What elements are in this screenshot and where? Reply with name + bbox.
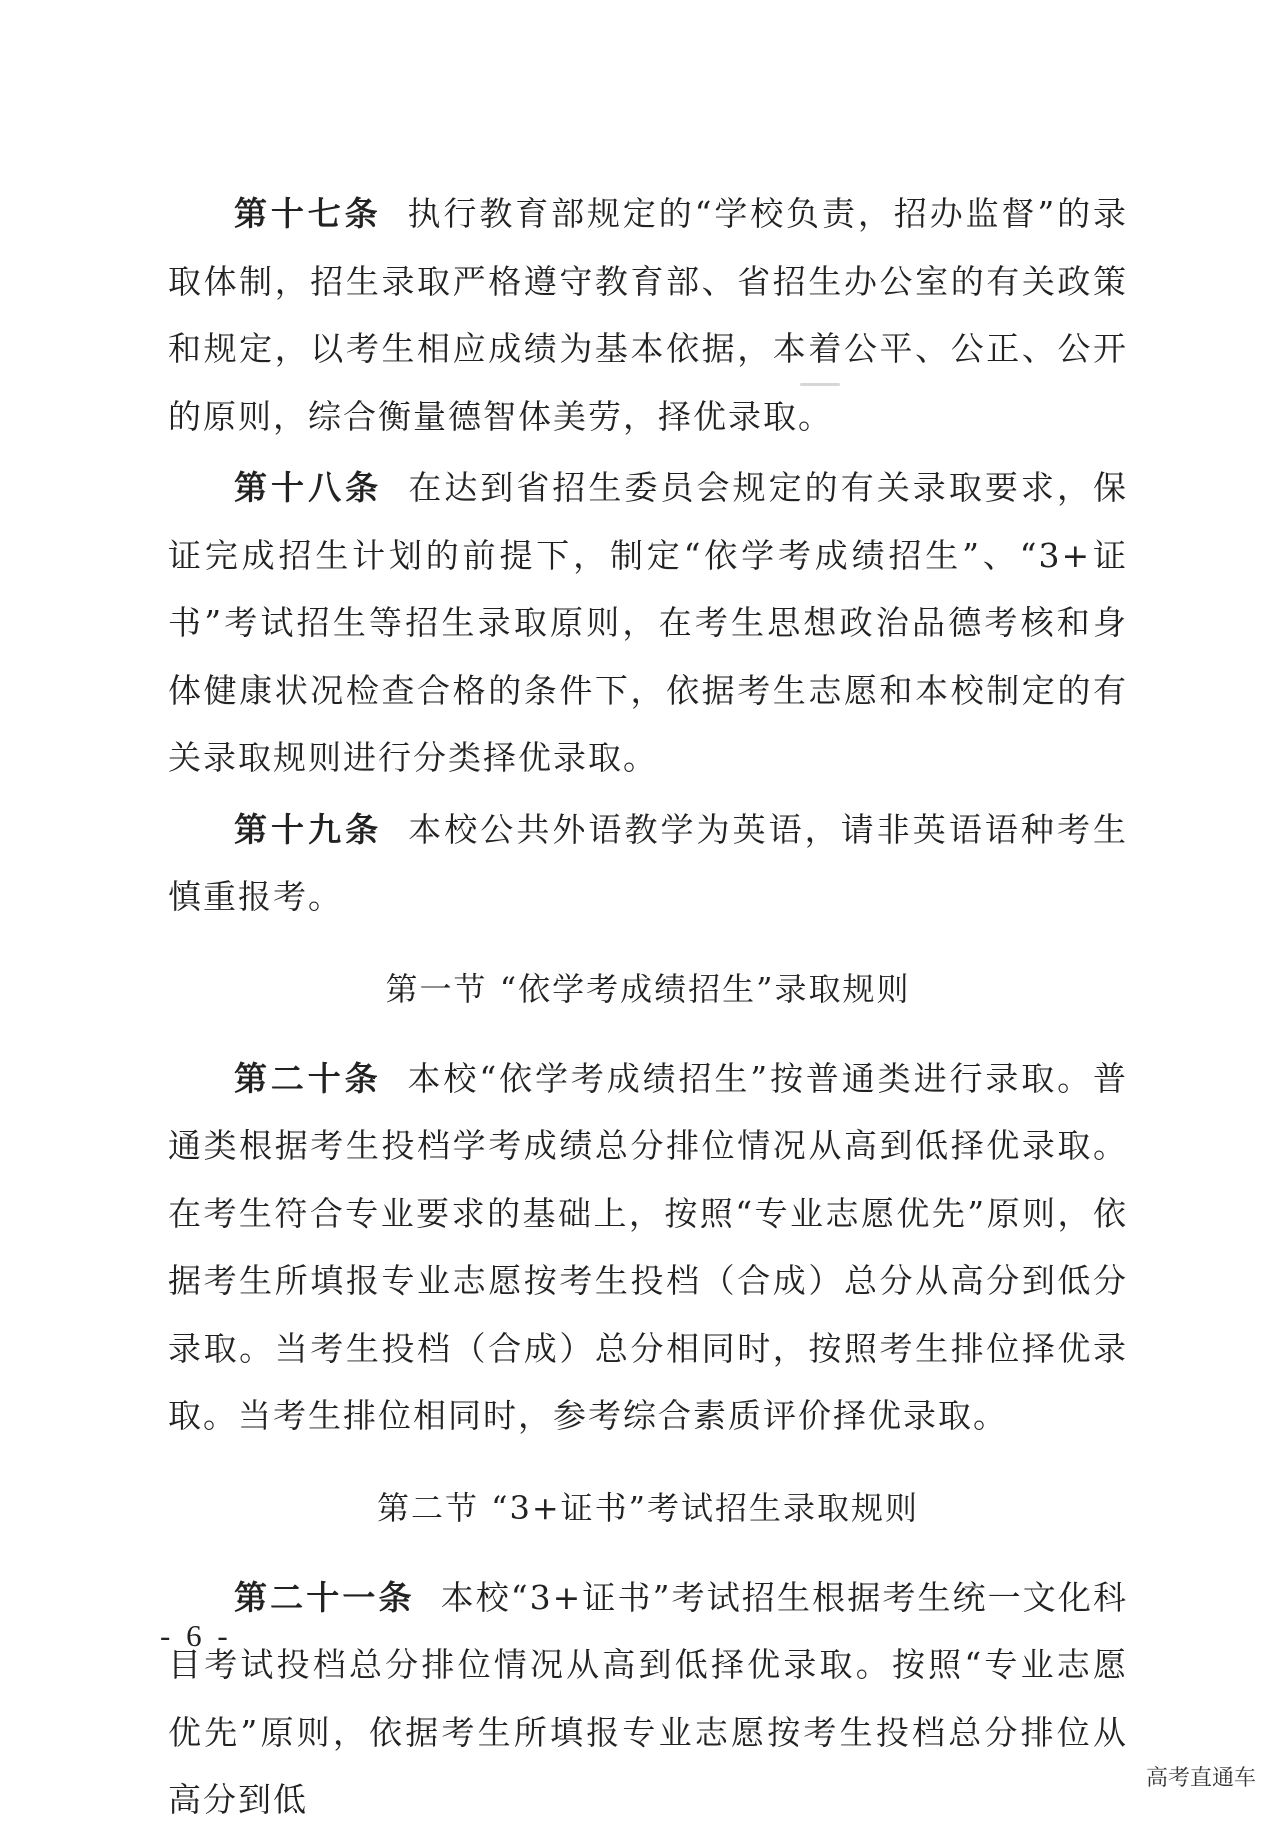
article-text: 执行教育部规定的“学校负责，招办监督”的录取体制，招生录取严格遵守教育部、省招生办公室的有关政策和规定，以考生相应成绩为基本依据，本着公平、公正、公开的原则，综合衡量德智体美劳，择优录取。: [168, 194, 1128, 436]
article-text: 本校公共外语教学为英语，请非英语语种考生慎重报考。: [168, 809, 1129, 916]
article-label: 第十九条: [234, 809, 383, 849]
article-label: 第二十一条: [234, 1577, 415, 1617]
article-text: 本校“3+证书”考试招生根据考生统一文化科目考试投档总分排位情况从高到低择优录取。按照“专业志愿优先”原则，依据考生所填报专业志愿按考生投档总分排位从高分到低: [168, 1577, 1129, 1819]
document-body: [168, 180, 1128, 1834]
article-label: 第十八条: [234, 468, 383, 507]
article-20: [168, 1045, 1128, 1450]
page-number: - 6 -: [160, 1618, 232, 1653]
article-label: 第二十条: [234, 1058, 382, 1098]
article-17: [168, 180, 1128, 450]
article-label: 第十七条: [234, 194, 382, 233]
article-text: 本校“依学考成绩招生”按普通类进行录取。普通类根据考生投档学考成绩总分排位情况从高到低择优录取。在考生符合专业要求的基础上，按照“专业志愿优先”原则，依据考生所填报专业志愿按考生投档（合成）总分从高分到低分录取。当考生投档（合成）总分相同时，按照考生排位择优录取。当考生排位相同时，参考综合素质评价择优录取。: [168, 1058, 1128, 1435]
section-title: 第一节 “依学考成绩招生”录取规则: [385, 969, 911, 1008]
article-21: [168, 1564, 1128, 1834]
section-title: 第二节 “3+证书”考试招生录取规则: [376, 1488, 920, 1527]
article-text: 在达到省招生委员会规定的有关录取要求，保证完成招生计划的前提下，制定“依学考成绩招生”、“3+证书”考试招生等招生录取原则，在考生思想政治品德考核和身体健康状况检查合格的条件下，依据考生志愿和本校制定的有关录取规则进行分类择优录取。: [168, 468, 1129, 777]
watermark: 高考直通车: [1145, 1766, 1256, 1791]
article-18: [168, 454, 1128, 792]
article-19: [168, 796, 1128, 931]
